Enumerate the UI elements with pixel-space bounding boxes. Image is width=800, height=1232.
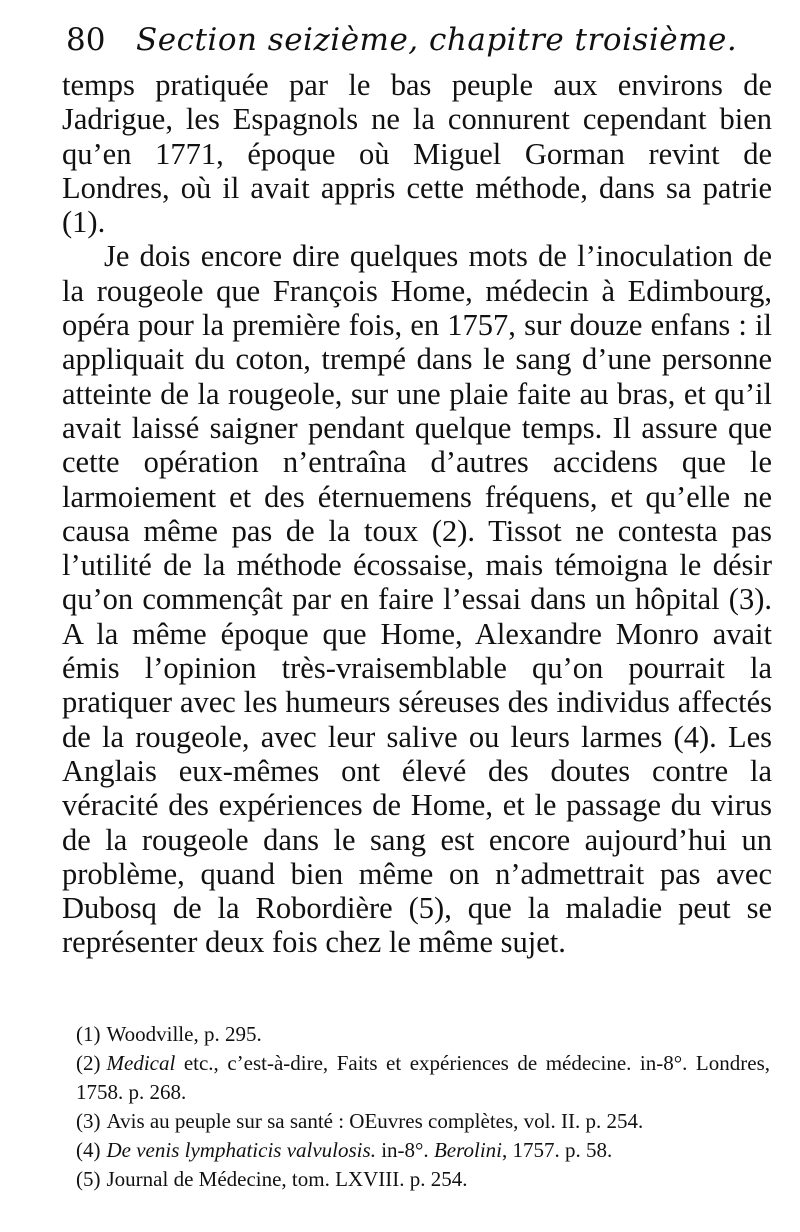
footnote-marker: (3): [76, 1109, 101, 1133]
footnote-italic-title: Medical: [106, 1051, 176, 1075]
footnote-marker: (2): [76, 1051, 101, 1075]
running-head: [66, 22, 772, 66]
footnote-text-tail: , 1757. p. 58.: [501, 1138, 613, 1162]
footnote-italic-title: De venis lymphaticis valvulosis.: [106, 1138, 376, 1162]
page-number: 80: [66, 22, 106, 58]
footnote-text: Avis au peuple sur sa santé : OEuvres complètes, vol. II. p. 254.: [106, 1109, 644, 1133]
footnote-text: etc., c’est-à-dire, Faits et expériences de médecine. in-8°. Londres, 1758. p. 268.: [76, 1051, 770, 1104]
running-title: Section seizième, chapitre troisième.: [136, 22, 738, 58]
footnote-text: Woodville, p. 295.: [106, 1022, 262, 1046]
footnote-5: [76, 1165, 770, 1194]
footnote-1: [76, 1020, 770, 1049]
paragraph-continued: temps pratiquée par le bas peuple aux environs de Jadrigue, les Espagnols ne la connurent cependant bien qu’en 1771, époque où Miguel Gorman revint de Londres, où il avait appris cette méthode, dans sa patrie (1).: [62, 68, 772, 240]
footnote-text: Journal de Médecine, tom. LXVIII. p. 254.: [106, 1167, 468, 1191]
footnote-marker: (5): [76, 1167, 101, 1191]
footnotes: [76, 1020, 770, 1194]
footnote-marker: (4): [76, 1138, 101, 1162]
footnote-2: [76, 1049, 770, 1107]
footnote-3: [76, 1107, 770, 1136]
footnote-italic-place: Berolini: [433, 1138, 502, 1162]
body-text: [62, 68, 772, 960]
footnote-text: in-8°.: [375, 1138, 434, 1162]
footnote-marker: (1): [76, 1022, 101, 1046]
footnote-4: [76, 1136, 770, 1165]
paragraph-inoculation: Je dois encore dire quelques mots de l’inoculation de la rougeole que François Home, médecin à Edimbourg, opéra pour la première fois, en 1757, sur douze enfans : il appliquait du coton, trempé dans le sang d’une personne atteinte de la rougeole, sur une plaie faite au bras, et qu’il avait laissé saigner pendant quelque temps. Il assure que cette opération n’entraîna d’autres accidens que le larmoiement et des éternuemens fréquens, et qu’elle ne causa même pas de la toux (2). Tissot ne contesta pas l’utilité de la méthode écossaise, mais témoigna le désir qu’on commençât par en faire l’essai dans un hôpital (3). A la même époque que Home, Alexandre Monro avait émis l’opinion très-vraisemblable qu’on pourrait la pratiquer avec les humeurs séreuses des individus affectés de la rougeole, avec leur salive ou leurs larmes (4). Les Anglais eux-mêmes ont élevé des doutes contre la véracité des expériences de Home, et le passage du virus de la rougeole dans le sang est encore aujourd’hui un problème, quand bien même on n’admettrait pas avec Dubosq de la Robordière (5), que la maladie peut se représenter deux fois chez le même sujet.: [62, 239, 772, 960]
